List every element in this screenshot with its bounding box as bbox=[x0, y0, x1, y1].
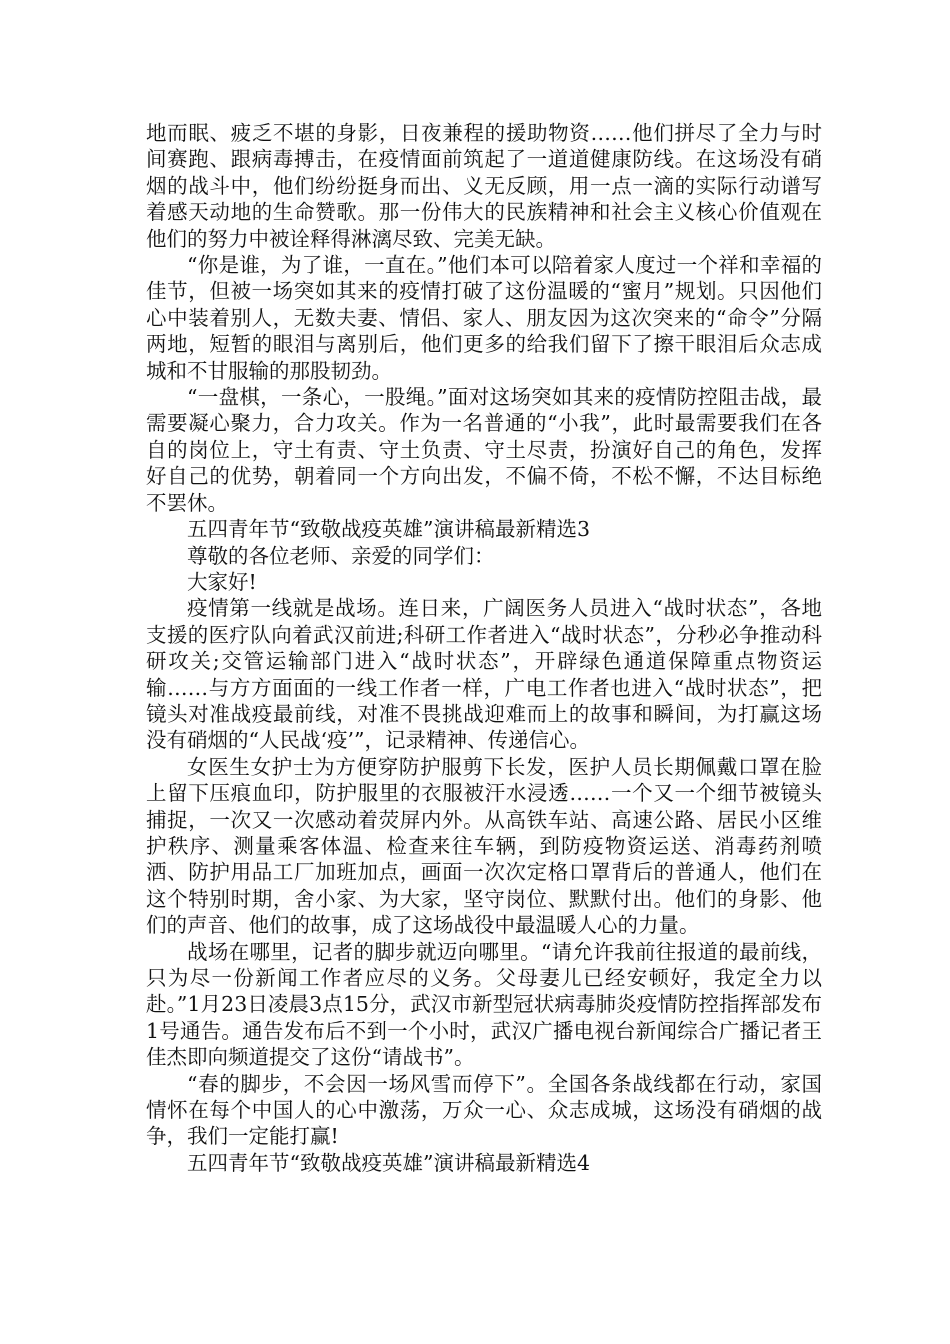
paragraph-1: 地而眠、疲乏不堪的身影，日夜兼程的援助物资……他们拼尽了全力与时间赛跑、跟病毒搏击，在疫情面前筑起了一道道健康防线。在这场没有硝烟的战斗中，他们纷纷挺身而出、义无反顾，用一点一滴的实际行动谱写着感天动地的生命赞歌。那一份伟大的民族精神和社会主义核心价值观在他们的努力中被诠释得淋漓尽致、完美无缺。 bbox=[146, 121, 822, 251]
paragraph-2: “你是谁，为了谁，一直在。”他们本可以陪着家人度过一个祥和幸福的佳节，但被一场突如其来的疫情打破了这份温暖的“蜜月”规划。只因他们心中装着别人，无数夫妻、情侣、家人、朋友因为这次突来的“命令”分隔两地，短暂的眼泪与离别后，他们更多的给我们留下了擦干眼泪后众志成城和不甘服输的那股韧劲。 bbox=[146, 253, 822, 383]
paragraph-6: 战场在哪里，记者的脚步就迈向哪里。“请允许我前往报道的最前线，只为尽一份新闻工作者应尽的义务。父母妻儿已经安顿好，我定全力以赴。”1月23日凌晨3点15分，武汉市新型冠状病毒肺炎疫情防控指挥部发布1号通告。通告发布后不到一个小时，武汉广播电视台新闻综合广播记者王佳杰即向频道提交了这份“请战书”。 bbox=[146, 939, 822, 1070]
salutation: 尊敬的各位老师、亲爱的同学们： bbox=[187, 543, 495, 568]
paragraph-5: 女医生女护士为方便穿防护服剪下长发，医护人员长期佩戴口罩在脸上留下压痕血印，防护服里的衣服被汗水浸透……一个又一个细节被镜头捕捉，一次又一次感动着荧屏内外。从高铁车站、高速公路、居民小区维护秩序、测量乘客体温、检查来往车辆，到防疫物资运送、消毒药剂喷洒、防护用品工厂加班加点，画面一次次定格口罩背后的普通人，他们在这个特别时期，舍小家、为大家，坚守岗位、默默付出。他们的身影、他们的声音、他们的故事，成了这场战役中最温暖人心的力量。 bbox=[146, 754, 822, 938]
document-page bbox=[146, 120, 822, 1176]
greeting: 大家好! bbox=[187, 569, 257, 594]
section-heading-3: 五四青年节“致敬战疫英雄”演讲稿最新精选3 bbox=[187, 517, 591, 542]
paragraph-7: “春的脚步，不会因一场风雪而停下”。全国各条战线都在行动，家国情怀在每个中国人的心中激荡，万众一心、众志成城，这场没有硝烟的战争，我们一定能打赢! bbox=[146, 1071, 822, 1149]
paragraph-4: 疫情第一线就是战场。连日来，广阔医务人员进入“战时状态”，各地支援的医疗队向着武汉前进;科研工作者进入“战时状态”，分秒必争推动科研攻关;交管运输部门进入“战时状态”，开辟绿色通道保障重点物资运输……与方方面面的一线工作者一样，广电工作者也进入“战时状态”，把镜头对准战疫最前线，对准不畏挑战迎难而上的故事和瞬间，为打赢这场没有硝烟的“人民战‘疫’”，记录精神、传递信心。 bbox=[146, 596, 822, 753]
paragraph-3: “一盘棋，一条心，一股绳。”面对这场突如其来的疫情防控阻击战，最需要凝心聚力，合力攻关。作为一名普通的“小我”，此时最需要我们在各自的岗位上，守土有责、守土负责、守土尽责，扮演好自己的角色，发挥好自己的优势，朝着同一个方向出发，不偏不倚，不松不懈，不达目标绝不罢休。 bbox=[146, 385, 822, 515]
section-heading-4: 五四青年节“致敬战疫英雄”演讲稿最新精选4 bbox=[187, 1150, 591, 1175]
